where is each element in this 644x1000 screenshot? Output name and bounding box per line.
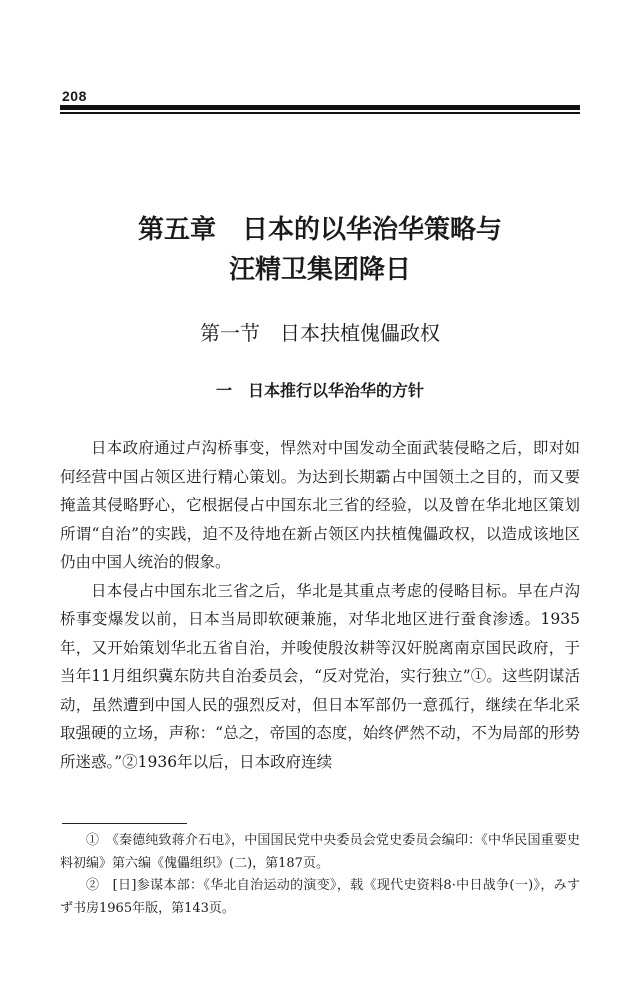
footnotes [60,830,580,920]
footnote: ① 《秦德纯致蒋介石电》，中国国民党中央委员会党史委员会编印：《中华民国重要史料初编》第六编《傀儡组织》(二)，第187页。 [60,833,580,871]
header-rule-thick [60,105,580,110]
body-text [60,434,580,776]
page-number: 208 [62,88,87,104]
paragraph: 日本侵占中国东北三省之后，华北是其重点考虑的侵略目标。早在卢沟桥事变爆发以前，日本当局即软硬兼施，对华北地区进行蚕食渗透。1935年，又开始策划华北五省自治，并唆使殷汝耕等汉奸脱离南京国民政府，于当年11月组织冀东防共自治委员会，“反对党治，实行独立”①。这些阴谋活动，虽然遭到中国人民的强烈反对，但日本军部仍一意孤行，继续在华北采取强硬的立场，声称：“总之，帝国的态度，始终俨然不动，不为局部的形势所迷惑。”②1936年以后，日本政府连续 [60,581,580,771]
paragraph: 日本政府通过卢沟桥事变，悍然对中国发动全面武装侵略之后，即对如何经营中国占领区进行精心策划。为达到长期霸占中国领土之目的，而又要掩盖其侵略野心，它根据侵占中国东北三省的经验，以及曾在华北地区策划所谓“自治”的实践，迫不及待地在新占领区内扶植傀儡政权，以造成该地区仍由中国人统治的假象。 [60,439,580,571]
subsection-title: 一 日本推行以华治华的方针 [215,381,424,400]
header-rule-thin [60,112,580,114]
section-title: 第一节 日本扶植傀儡政权 [200,321,440,345]
chapter-title [60,210,580,290]
footnote-rule [62,823,187,824]
chapter-title-line-2: 汪精卫集团降日 [228,255,411,285]
chapter-title-line-1: 第五章 日本的以华治华策略与 [137,215,502,245]
footnote: ② [日]参谋本部：《华北自治运动的演变》，载《现代史资料8·中日战争(一)》，みすず书房1965年版，第143页。 [60,878,580,916]
